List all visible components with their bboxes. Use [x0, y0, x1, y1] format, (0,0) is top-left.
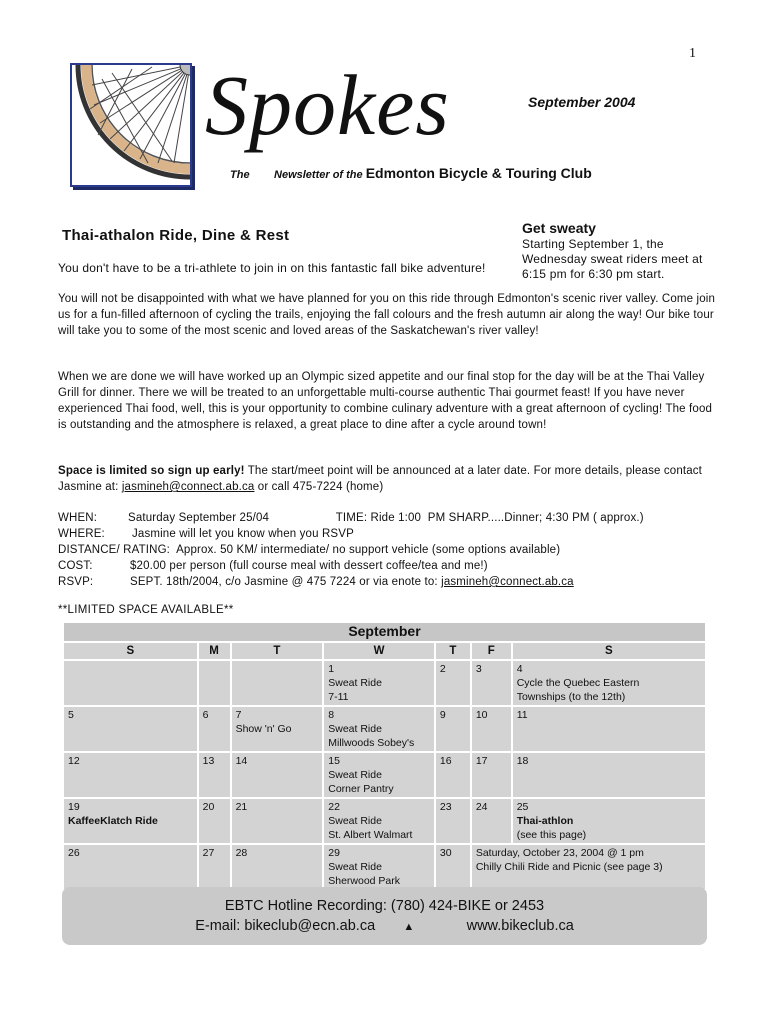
- september-calendar: [62, 621, 707, 891]
- calendar-day: [63, 844, 198, 890]
- issue-date: September 2004: [528, 94, 636, 110]
- article-paragraph-3: [58, 463, 718, 495]
- day-number: 13: [202, 755, 215, 767]
- day-number: 5: [68, 709, 74, 721]
- calendar-day: [231, 706, 324, 752]
- day-number: 14: [235, 755, 248, 767]
- calendar-day: [198, 752, 231, 798]
- event-text: Sweat Ride: [328, 769, 382, 781]
- day-number: 18: [516, 755, 529, 767]
- event-text: Show 'n' Go: [235, 723, 292, 735]
- sidebar-heading: Get sweaty: [522, 220, 596, 236]
- day-number: 25: [516, 801, 529, 813]
- calendar-day: [435, 798, 471, 844]
- event-text: Millwoods Sobey's: [328, 737, 415, 749]
- calendar-day: [198, 844, 231, 890]
- day-number: 28: [235, 847, 248, 859]
- calendar-week: [63, 752, 706, 798]
- sidebar-text: Starting September 1, the Wednesday sweat riders meet at 6:15 pm for 6:30 pm start.: [522, 237, 703, 281]
- paragraph-text: When we are done we will have worked up an Olympic sized appetite and our final stop for the day will be at the Thai Valley Grill for dinner. There we will be treated to an unforgettable multi-course authentic Thai gourmet feast! If you have never experienced Thai food, well, this is your opportunity to combine culinary adventure with a great afternoon of cycling! The food is outstanding and the atmosphere is relaxed, a great place to dine after a cycle around town!: [58, 371, 713, 431]
- paragraph-text: or call 475-7224 (home): [254, 481, 384, 493]
- calendar-day: [198, 798, 231, 844]
- day-number: 4: [516, 663, 523, 675]
- calendar-day: [231, 798, 324, 844]
- event-text: Corner Pantry: [328, 783, 394, 795]
- calendar-month: September: [63, 622, 706, 642]
- event-text: Sweat Ride: [328, 861, 382, 873]
- calendar-day: [231, 844, 324, 890]
- day-number: 29: [328, 847, 340, 859]
- calendar-day: [323, 844, 435, 890]
- day-number: 23: [439, 801, 452, 813]
- calendar-day: [471, 844, 706, 890]
- day-number: 27: [202, 847, 215, 859]
- calendar-day: [323, 752, 435, 798]
- event-text: Sherwood Park: [328, 875, 401, 887]
- event-text: Sweat Ride: [328, 723, 382, 735]
- event-text: Chilly Chili Ride and Picnic (see page 3): [475, 861, 663, 873]
- calendar-week: [63, 844, 706, 890]
- calendar-day: [512, 706, 706, 752]
- calendar-day: [471, 752, 512, 798]
- weekday-header: M: [198, 642, 231, 660]
- calendar-day: [323, 706, 435, 752]
- calendar-day: [63, 706, 198, 752]
- day-number: 15: [328, 755, 340, 767]
- event-text: Sweat Ride: [328, 815, 382, 827]
- calendar-week: [63, 660, 706, 706]
- day-number: 6: [202, 709, 209, 721]
- newsletter-tagline: [230, 165, 592, 181]
- calendar-day: [231, 752, 324, 798]
- page-number: 1: [689, 46, 696, 61]
- day-number: 22: [328, 801, 340, 813]
- day-number: 21: [235, 801, 248, 813]
- calendar-day: [63, 752, 198, 798]
- triangle-icon: ▲: [403, 921, 415, 933]
- footer-website[interactable]: www.bikeclub.ca: [466, 918, 574, 934]
- calendar-day: [471, 706, 512, 752]
- weekday-header: S: [512, 642, 706, 660]
- event-text: 7-11: [328, 691, 349, 703]
- calendar-day: [323, 660, 435, 706]
- paragraph-text: You will not be disappointed with what we have planned for you on this ride through Edmonton's scenic river valley. Come join us for a fun-filled afternoon of cycling the trails, enjoying the fall colours and the fresh autumn air along the way! Our bike tour will take you to some of the most scenic and loved areas of the Saskatchewan's river valley!: [58, 293, 716, 337]
- wheel-icon: [72, 65, 190, 185]
- calendar-week: [63, 706, 706, 752]
- hotline-recording: EBTC Hotline Recording: (780) 424-BIKE or 2453: [224, 898, 545, 914]
- day-number: 2: [439, 663, 446, 675]
- calendar-day: [198, 660, 231, 706]
- detail-value: Jasmine will let you know when you RSVP: [132, 528, 354, 540]
- day-number: 9: [439, 709, 446, 721]
- day-number: 26: [68, 847, 80, 859]
- event-text: St. Albert Walmart: [328, 829, 413, 841]
- calendar-week: [63, 798, 706, 844]
- day-number: 30: [439, 847, 452, 859]
- detail-label: WHERE:: [58, 528, 105, 540]
- tagline-the: The: [230, 169, 250, 181]
- calendar-day: [435, 660, 471, 706]
- rsvp-email-link[interactable]: jasmineh@connect.ab.ca: [441, 576, 574, 588]
- tagline-club: Edmonton Bicycle & Touring Club: [365, 165, 592, 181]
- calendar-day: [323, 798, 435, 844]
- detail-value: DISTANCE/ RATING: Approx. 50 KM/ intermediate/ no support vehicle (some options available): [58, 544, 561, 556]
- contact-email-link[interactable]: jasmineh@connect.ab.ca: [121, 481, 255, 493]
- detail-value: $20.00 per person (full course meal with dessert coffee/tea and me!): [130, 560, 488, 572]
- calendar-day: [512, 752, 706, 798]
- detail-value: SEPT. 18th/2004, c/o Jasmine @ 475 7224 or via enote to: jasmineh@connect.ab.ca: [130, 576, 574, 588]
- event-text: KaffeeKlatch Ride: [68, 815, 158, 827]
- day-number: 7: [235, 709, 242, 721]
- article-heading: Thai-athalon Ride, Dine & Rest: [62, 227, 290, 244]
- bicycle-wheel-logo: [70, 63, 192, 187]
- calendar-day: [231, 660, 324, 706]
- calendar-day: [471, 660, 512, 706]
- article-intro: You don't have to be a tri-athlete to join in on this fantastic fall bike adventure!: [58, 261, 486, 275]
- day-number: 1: [328, 663, 335, 675]
- day-number: 10: [475, 709, 488, 721]
- calendar-day: [512, 798, 706, 844]
- detail-label: RSVP:: [58, 576, 94, 588]
- signup-callout: Space is limited so sign up early!: [58, 465, 245, 477]
- calendar-day: [63, 798, 198, 844]
- day-number: 19: [68, 801, 80, 813]
- day-number: 12: [68, 755, 80, 767]
- paragraph-text: The start/meet point will be announced at a later date. For more details, please contact Jasmine at:: [58, 465, 703, 493]
- event-text: Thai-athlon: [516, 815, 574, 827]
- weekday-header: W: [323, 642, 435, 660]
- event-text: Cycle the Quebec Eastern: [516, 677, 640, 689]
- calendar-day: [435, 706, 471, 752]
- calendar-day: [63, 660, 198, 706]
- event-text: Saturday, October 23, 2004 @ 1 pm: [475, 847, 644, 859]
- tagline-mid: Newsletter of the: [274, 169, 363, 181]
- hotline-box: [62, 887, 707, 945]
- detail-label: WHEN:: [58, 512, 98, 524]
- footer-email[interactable]: E-mail: bikeclub@ecn.ab.ca: [195, 918, 376, 934]
- detail-value: Saturday September 25/04 TIME: Ride 1:00 PM SHARP.....Dinner; 4:30 PM ( approx.): [128, 512, 644, 524]
- calendar-day: [198, 706, 231, 752]
- article-paragraph-2: [58, 369, 718, 433]
- calendar-day: [435, 752, 471, 798]
- day-number: 20: [202, 801, 215, 813]
- detail-label: COST:: [58, 560, 93, 572]
- article-paragraph-1: [58, 291, 718, 339]
- limited-space-notice: **LIMITED SPACE AVAILABLE**: [58, 604, 234, 616]
- day-number: 17: [475, 755, 488, 767]
- calendar-day: [471, 798, 512, 844]
- day-number: 24: [475, 801, 488, 813]
- calendar-day: [435, 844, 471, 890]
- day-number: 11: [516, 709, 528, 721]
- weekday-header: F: [471, 642, 512, 660]
- weekday-header: T: [435, 642, 471, 660]
- weekday-header: T: [231, 642, 324, 660]
- day-number: 16: [439, 755, 452, 767]
- calendar-day: [512, 660, 706, 706]
- event-text: (see this page): [516, 829, 587, 841]
- day-number: 3: [475, 663, 482, 675]
- event-text: Sweat Ride: [328, 677, 382, 689]
- event-text: Townships (to the 12th): [516, 691, 626, 703]
- weekday-header: S: [63, 642, 198, 660]
- day-number: 8: [328, 709, 335, 721]
- newsletter-title: Spokes: [205, 57, 450, 153]
